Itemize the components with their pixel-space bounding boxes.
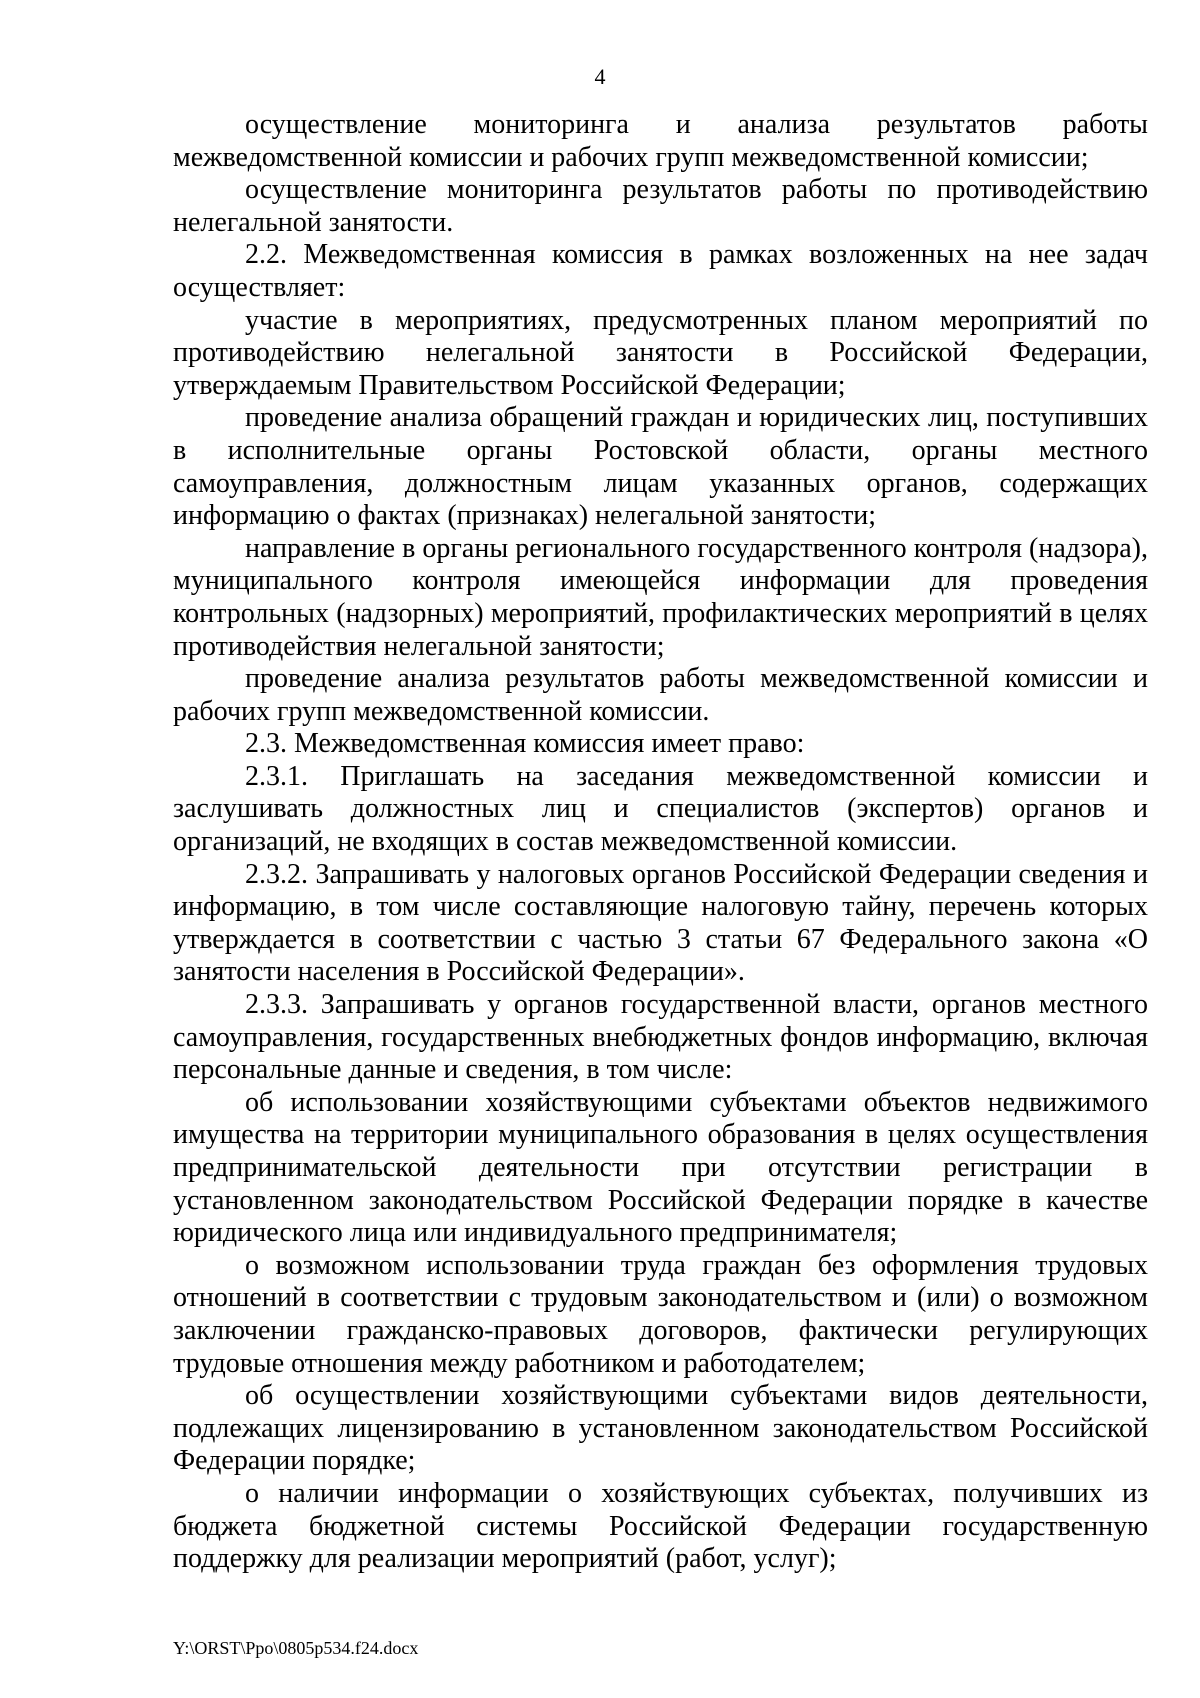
paragraph: направление в органы регионального государственного контроля (надзора), муниципального контроля имеющейся информации для проведения контрольных (надзорных) мероприятий, профилактических мероприятий в целях противодействия нелегальной занятости; <box>173 532 1148 662</box>
paragraph: о возможном использовании труда граждан без оформления трудовых отношений в соответствии с трудовым законодательством и (или) о возможном заключении гражданско-правовых договоров, фактически регулирующих трудовые отношения между работником и работодателем; <box>173 1249 1148 1379</box>
footer-file-path: Y:\ORST\Ppo\0805p534.f24.docx <box>173 1638 419 1658</box>
paragraph: участие в мероприятиях, предусмотренных планом мероприятий по противодействию нелегальной занятости в Российской Федерации, утверждаемым Правительством Российской Федерации; <box>173 304 1148 401</box>
paragraph: о наличии информации о хозяйствующих субъектах, получивших из бюджета бюджетной системы Российской Федерации государственную поддержку для реализации мероприятий (работ, услуг); <box>173 1477 1148 1575</box>
paragraph: проведение анализа обращений граждан и юридических лиц, поступивших в исполнительные органы Ростовской области, органы местного самоуправления, должностным лицам указанных органов, содержащих информацию о фактах (признаках) нелегальной занятости; <box>173 402 1148 532</box>
paragraph: проведение анализа результатов работы межведомственной комиссии и рабочих групп межведомственной комиссии. <box>173 663 1148 727</box>
paragraph: 2.2. Межведомственная комиссия в рамках возложенных на нее задач осуществляет: <box>173 239 1148 303</box>
paragraph: 2.3.2. Запрашивать у налоговых органов Российской Федерации сведения и информацию, в том числе составляющие налоговую тайну, перечень которых утверждается в соответствии с частью 3 статьи 67 Федерального закона «О занятости населения в Российской Федерации». <box>173 858 1148 988</box>
paragraph: осуществление мониторинга результатов работы по противодействию нелегальной занятости. <box>173 174 1148 238</box>
paragraph: осуществление мониторинга и анализа результатов работы межведомственной комиссии и рабочих групп межведомственной комиссии; <box>173 109 1148 173</box>
paragraph: об использовании хозяйствующими субъектами объектов недвижимого имущества на территории муниципального образования в целях осуществления предпринимательской деятельности при отсутствии регистрации в установленном законодательством Российской Федерации порядке в качестве юридического лица или индивидуального предпринимателя; <box>173 1086 1148 1249</box>
paragraph: 2.3. Межведомственная комиссия имеет право: <box>245 728 805 760</box>
page-number: 4 <box>594 64 606 89</box>
paragraph: об осуществлении хозяйствующими субъектами видов деятельности, подлежащих лицензированию в установленном законодательством Российской Федерации порядке; <box>173 1380 1148 1477</box>
document-body <box>173 109 1148 1576</box>
paragraph: 2.3.3. Запрашивать у органов государственной власти, органов местного самоуправления, государственных внебюджетных фондов информацию, включая персональные данные и сведения, в том числе: <box>173 989 1148 1086</box>
paragraph: 2.3.1. Приглашать на заседания межведомственной комиссии и заслушивать должностных лиц и специалистов (экспертов) органов и организаций, не входящих в состав межведомственной комиссии. <box>173 760 1148 858</box>
